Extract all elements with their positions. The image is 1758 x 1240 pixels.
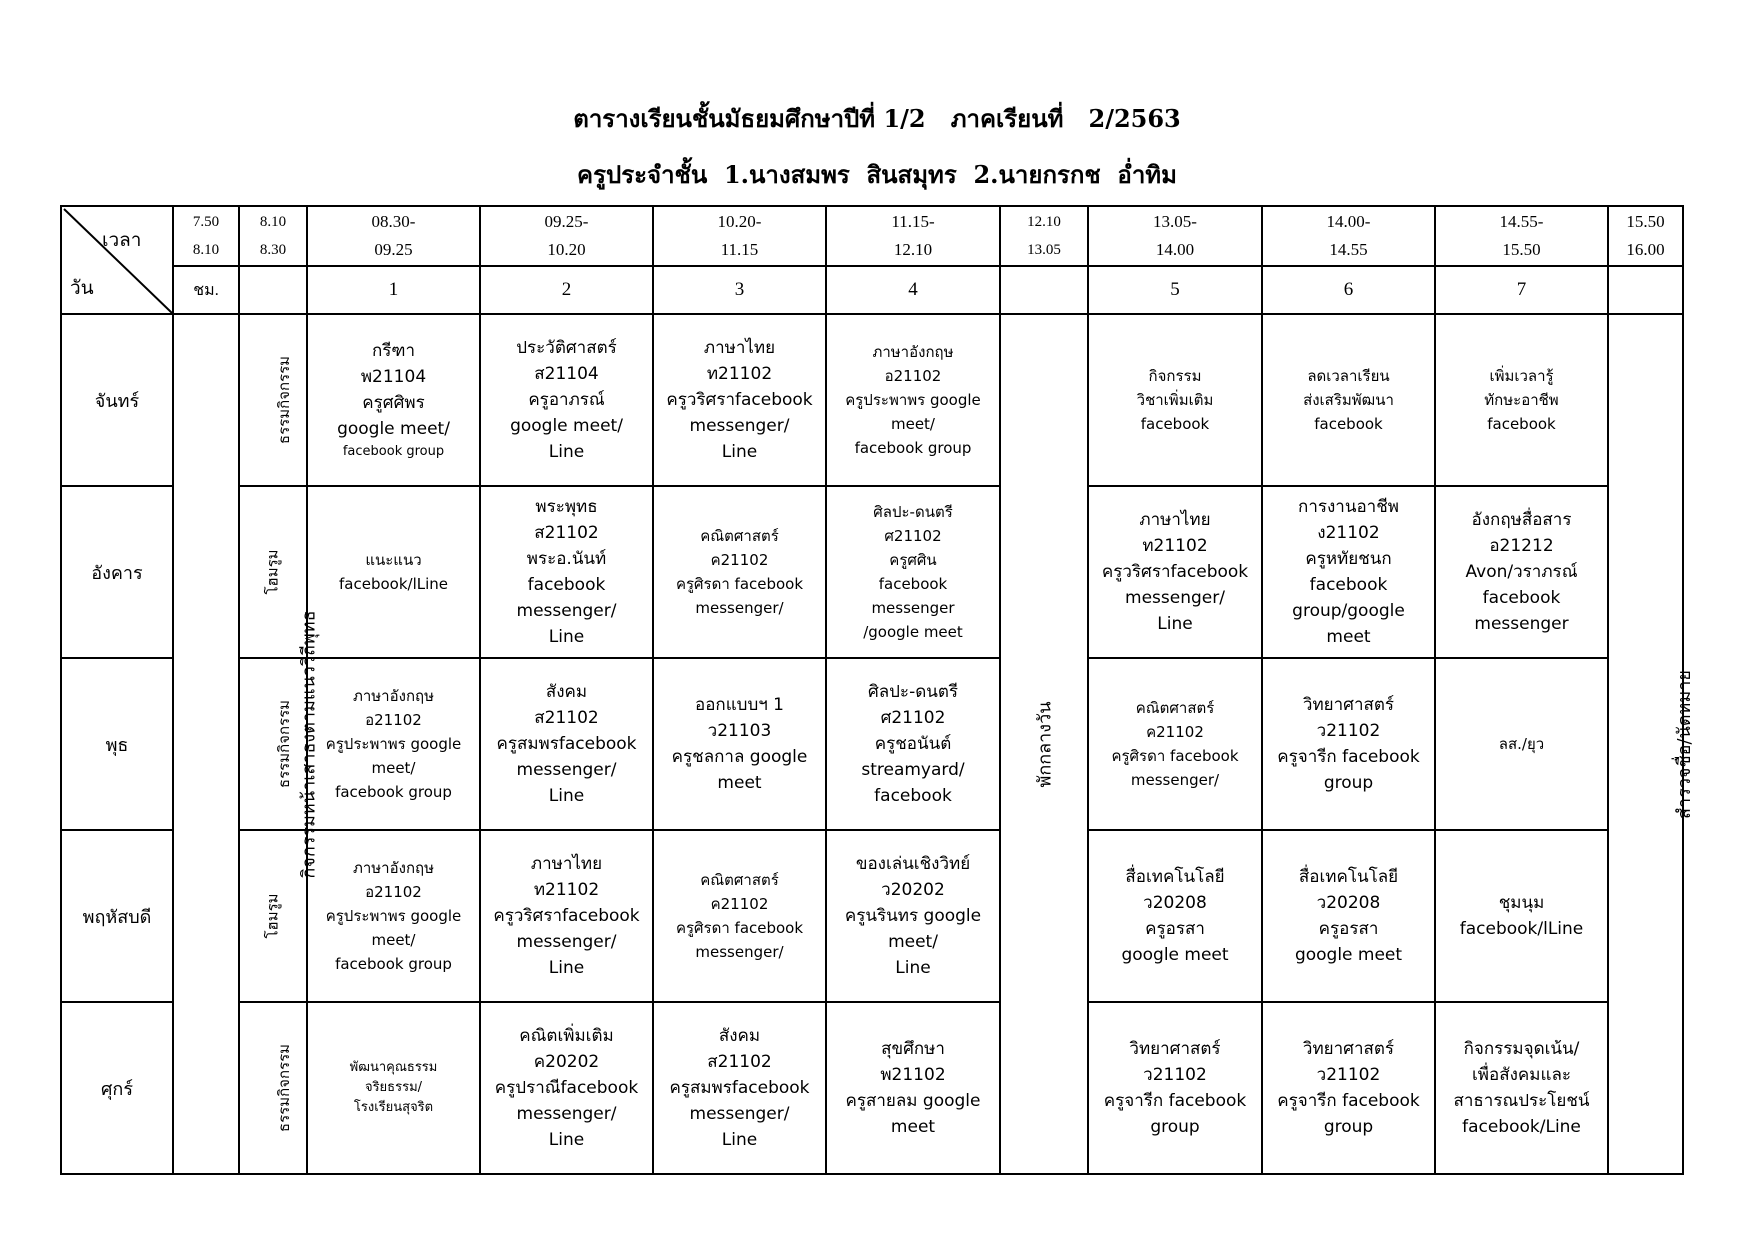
- day-row-monday: [61, 314, 1683, 486]
- period-row: [61, 266, 1683, 314]
- time-row: [61, 206, 1683, 266]
- end-of-day-cell: [1608, 314, 1695, 1174]
- class-cell: สังคม ส21102 ครูสมพรfacebook messenger/ Line: [480, 658, 653, 830]
- schedule-title: ตารางเรียนชั้นมัธยมศึกษาปีที่ 1/2 ภาคเรียนที่ 2/2563: [573, 104, 1181, 133]
- day-row-friday: [61, 1002, 1683, 1174]
- period-number: [1000, 266, 1088, 314]
- homeroom-label: โฮมรูม: [263, 549, 282, 595]
- time-slot: 14.55- 15.50: [1435, 206, 1608, 266]
- period-number: [1608, 266, 1683, 314]
- class-cell: ภาษาไทย ท21102 ครูวริศราfacebook messenger/ Line: [653, 314, 826, 486]
- day-name: อังคาร: [61, 486, 173, 658]
- class-cell: คณิตศาสตร์ ค21102 ครูศิรดา facebook messenger/: [653, 486, 826, 658]
- period-number: 1: [307, 266, 480, 314]
- period-number: 4: [826, 266, 1000, 314]
- class-cell: ออกแบบฯ 1 ว21103 ครูชลกาล google meet: [653, 658, 826, 830]
- class-cell: กิจกรรมจุดเน้น/ เพื่อสังคมและ สาธารณประโยชน์ facebook/Line: [1435, 1002, 1608, 1174]
- day-label: วัน: [70, 277, 94, 299]
- class-cell: ของเล่นเชิงวิทย์ ว20202 ครูนรินทร google meet/ Line: [826, 830, 1000, 1002]
- lunch-break: พักกลางวัน: [1034, 700, 1056, 788]
- period-number: 2: [480, 266, 653, 314]
- time-slot: 09.25- 10.20: [480, 206, 653, 266]
- period-number: [239, 266, 307, 314]
- class-cell: เพิ่มเวลารู้ ทักษะอาชีพ facebook: [1435, 314, 1608, 486]
- class-cell: พระพุทธ ส21102 พระอ.นันท์ facebook messenger/ Line: [480, 486, 653, 658]
- day-name: ศุกร์: [61, 1002, 173, 1174]
- period-number: 7: [1435, 266, 1608, 314]
- time-slot: 08.30- 09.25: [307, 206, 480, 266]
- class-cell: คณิตศาสตร์ ค21102 ครูศิรดา facebook messenger/: [653, 830, 826, 1002]
- class-cell: สุขศึกษา พ21102 ครูสายลม google meet: [826, 1002, 1000, 1174]
- time-slot: 7.50 8.10: [173, 206, 239, 266]
- homeroom-cell: [239, 1002, 307, 1174]
- timetable: [60, 205, 1695, 1175]
- period-label: ชม.: [173, 266, 239, 314]
- lunch-cell: [1000, 314, 1088, 1174]
- class-cell: สังคม ส21102 ครูสมพรfacebook messenger/ Line: [653, 1002, 826, 1174]
- class-cell: ภาษาไทย ท21102 ครูวริศราfacebook messenger/ Line: [1088, 486, 1262, 658]
- time-slot: 8.10 8.30: [239, 206, 307, 266]
- homeroom-label: ธรรมกิจกรรม: [275, 699, 294, 789]
- class-cell: การงานอาชีพ ง21102 ครูหทัยชนก facebook group/google meet: [1262, 486, 1435, 658]
- class-cell: วิทยาศาสตร์ ว21102 ครูจารีก facebook group: [1088, 1002, 1262, 1174]
- homeroom-label: โฮมรูม: [263, 893, 282, 939]
- homeroom-label: ธรรมกิจกรรม: [275, 1043, 294, 1133]
- day-name: จันทร์: [61, 314, 173, 486]
- time-label: เวลา: [102, 229, 142, 251]
- class-cell: ภาษาอังกฤษ อ21102 ครูประพาพร google meet/ facebook group: [826, 314, 1000, 486]
- class-cell: อังกฤษสื่อสาร อ21212 Avon/วราภรณ์ facebook messenger: [1435, 486, 1608, 658]
- class-cell: สื่อเทคโนโลยี ว20208 ครูอรสา google meet: [1088, 830, 1262, 1002]
- day-name: พุธ: [61, 658, 173, 830]
- homeroom-cell: [239, 314, 307, 486]
- day-name: พฤหัสบดี: [61, 830, 173, 1002]
- class-cell: ประวัติศาสตร์ ส21104 ครูอาภรณ์ google meet/ Line: [480, 314, 653, 486]
- class-cell: ชุมนุม facebook/lLine: [1435, 830, 1608, 1002]
- time-slot: 14.00- 14.55: [1262, 206, 1435, 266]
- class-cell: ลส./ยุว: [1435, 658, 1608, 830]
- time-slot: 13.05- 14.00: [1088, 206, 1262, 266]
- period-number: 3: [653, 266, 826, 314]
- period-number: 5: [1088, 266, 1262, 314]
- time-slot: 15.50 16.00: [1608, 206, 1683, 266]
- corner-cell: [61, 206, 173, 314]
- morning-activity: กิจกรรมหน้าเสาธงตามแนววิถีพุทธ: [298, 609, 320, 879]
- homeroom-teachers: ครูประจำชั้น 1.นางสมพร สินสมุทร 2.นายกรกช อ่ำทิม: [577, 160, 1177, 189]
- class-cell: ศิลปะ-ดนตรี ศ21102 ครูศศิน facebook messenger /google meet: [826, 486, 1000, 658]
- class-cell: ศิลปะ-ดนตรี ศ21102 ครูชอนันต์ streamyard/ facebook: [826, 658, 1000, 830]
- class-cell: คณิตเพิ่มเติม ค20202 ครูปราณีfacebook messenger/ Line: [480, 1002, 653, 1174]
- class-cell: กรีฑา พ21104 ครูศศิพร google meet/ facebook group: [307, 314, 480, 486]
- end-of-day: สำรวจชื่อ/นัดหมาย: [1673, 669, 1695, 819]
- class-cell: ภาษาไทย ท21102 ครูวริศราfacebook messenger/ Line: [480, 830, 653, 1002]
- homeroom-label: ธรรมกิจกรรม: [275, 355, 294, 445]
- class-cell: ภาษาอังกฤษ อ21102 ครูประพาพร google meet/ facebook group: [307, 658, 480, 830]
- time-slot: 11.15- 12.10: [826, 206, 1000, 266]
- class-cell: วิทยาศาสตร์ ว21102 ครูจารีก facebook group: [1262, 1002, 1435, 1174]
- time-slot: 10.20- 11.15: [653, 206, 826, 266]
- time-slot: 12.10 13.05: [1000, 206, 1088, 266]
- class-cell: ลดเวลาเรียน ส่งเสริมพัฒนา facebook: [1262, 314, 1435, 486]
- period-number: 6: [1262, 266, 1435, 314]
- class-cell: พัฒนาคุณธรรม จริยธรรม/ โรงเรียนสุจริต: [307, 1002, 480, 1174]
- class-cell: แนะแนว facebook/lLine: [307, 486, 480, 658]
- class-cell: กิจกรรม วิชาเพิ่มเติม facebook: [1088, 314, 1262, 486]
- class-cell: ภาษาอังกฤษ อ21102 ครูประพาพร google meet/ facebook group: [307, 830, 480, 1002]
- class-cell: คณิตศาสตร์ ค21102 ครูศิรดา facebook messenger/: [1088, 658, 1262, 830]
- class-cell: วิทยาศาสตร์ ว21102 ครูจารีก facebook group: [1262, 658, 1435, 830]
- class-cell: สื่อเทคโนโลยี ว20208 ครูอรสา google meet: [1262, 830, 1435, 1002]
